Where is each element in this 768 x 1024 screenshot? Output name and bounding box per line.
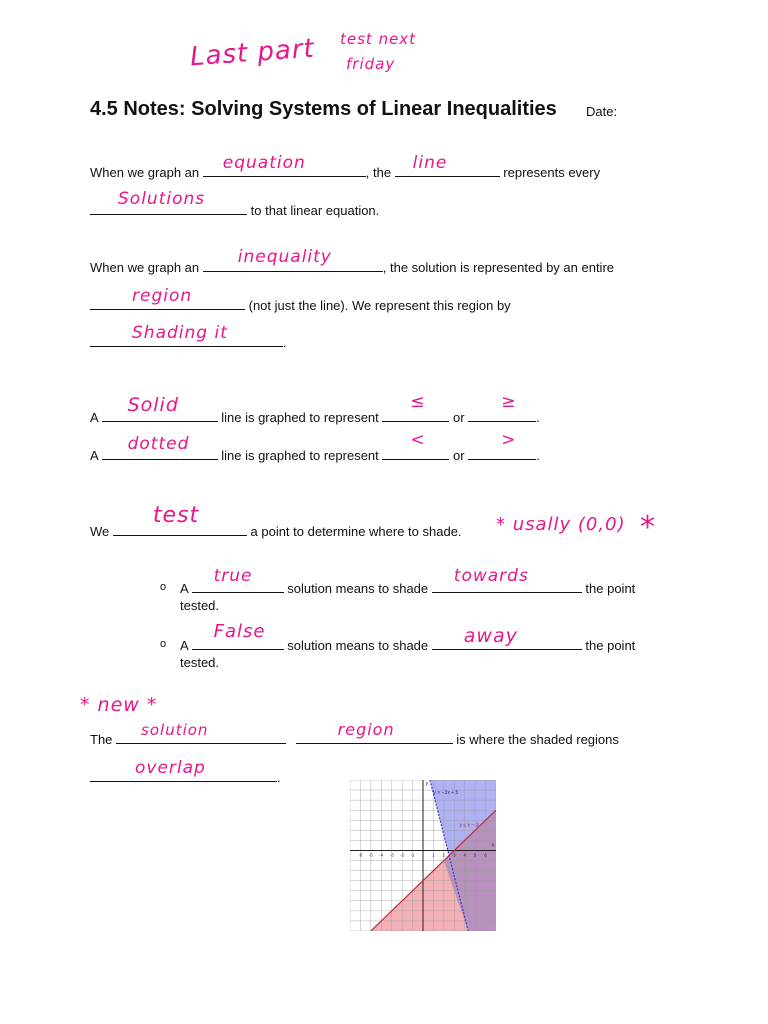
- text: or: [453, 410, 465, 425]
- answer-equation: equation: [222, 153, 306, 173]
- answer-solution: solution: [141, 721, 209, 739]
- blank-solid: [102, 394, 218, 422]
- answer-solid: Solid: [127, 394, 179, 416]
- text: a point to determine where to shade.: [250, 524, 462, 539]
- text: solution means to shade: [287, 581, 429, 596]
- blank-le: [382, 392, 449, 422]
- blue-inequality-label: y > −3x + 5: [433, 790, 459, 797]
- blank-false: [192, 621, 284, 650]
- text: is where the shaded regions: [456, 732, 619, 747]
- bullet-true-line2: tested.: [180, 598, 220, 613]
- x-tick-label: 6: [484, 852, 487, 858]
- text: A: [90, 448, 98, 463]
- date-label: Date:: [586, 104, 618, 119]
- x-tick-label: 4: [463, 852, 466, 858]
- text: .: [536, 448, 540, 463]
- text: When we graph an: [90, 260, 200, 275]
- blank-shading: [90, 323, 283, 347]
- text: A: [180, 581, 188, 596]
- blank-dotted: [102, 434, 218, 460]
- text: to that linear equation.: [250, 203, 380, 218]
- text: , the solution is represented by an entire: [382, 260, 615, 275]
- s5-line1: [90, 720, 619, 748]
- inequality-graph: [350, 780, 496, 931]
- x-axis-label: x: [491, 842, 495, 849]
- text: (not just the line). We represent this region by: [248, 298, 511, 313]
- x-tick-label: 1: [432, 852, 435, 858]
- bullet-true-line1: [180, 566, 636, 597]
- text: , the: [365, 165, 392, 180]
- blank-gt: [468, 430, 536, 460]
- page-title: 4.5 Notes: Solving Systems of Linear Inequalities: [90, 98, 557, 120]
- red-inequality-label: y ≤ x − 3: [459, 822, 479, 829]
- bullet-false-line1: [180, 621, 636, 654]
- answer-true: true: [213, 566, 253, 586]
- text: .: [536, 410, 540, 425]
- text: line is graphed to represent: [221, 448, 379, 463]
- x-tick-label: -3: [389, 852, 394, 858]
- text: solution means to shade: [287, 638, 429, 653]
- note-friday: friday: [346, 55, 396, 73]
- note-usually-origin: * usally (0,0): [496, 514, 626, 535]
- y-axis-label: y: [425, 781, 429, 788]
- x-tick-label: 5: [473, 852, 477, 858]
- x-tick-label: 2: [442, 852, 446, 858]
- blank-region: [90, 286, 245, 310]
- s3-dotted-line: [90, 430, 540, 464]
- text: .: [283, 335, 287, 350]
- s4-line: [90, 503, 462, 540]
- blank-equation: [203, 153, 366, 177]
- text: The: [90, 732, 113, 747]
- note-test-next: test next: [340, 30, 417, 48]
- blank-away: [432, 625, 582, 650]
- blank-ge: [468, 392, 536, 422]
- answer-false: False: [213, 621, 266, 642]
- text: When we graph an: [90, 165, 200, 180]
- s1-line2: [90, 189, 380, 219]
- s2-line3: [90, 323, 287, 351]
- note-new: * new *: [80, 694, 158, 716]
- blank-towards: [432, 566, 582, 593]
- x-tick-label: -4: [379, 852, 384, 858]
- note-last-part: Last part: [189, 33, 316, 73]
- blank-line: [395, 153, 500, 177]
- text: the point: [585, 581, 636, 596]
- text: A: [90, 410, 98, 425]
- note-star: *: [640, 510, 656, 545]
- blank-region-2: [296, 720, 453, 744]
- s2-line2: [90, 286, 511, 314]
- blank-lt: [382, 430, 449, 460]
- x-tick-label: -2: [400, 852, 405, 858]
- answer-solutions: Solutions: [118, 189, 206, 209]
- answer-dotted: dotted: [127, 434, 190, 454]
- answer-region-2: region: [337, 720, 395, 739]
- x-tick-label: -1: [410, 852, 415, 858]
- text: .: [277, 770, 281, 785]
- blank-test: [113, 503, 247, 536]
- answer-away: away: [463, 625, 518, 647]
- answer-region: region: [132, 286, 193, 306]
- x-tick-label: -5: [368, 852, 373, 858]
- s2-line1: [90, 247, 615, 276]
- x-tick-label: -6: [358, 852, 363, 858]
- text: or: [453, 448, 465, 463]
- answer-test: test: [152, 503, 200, 528]
- s3-solid-line: [90, 392, 540, 426]
- blank-solution: [116, 721, 286, 744]
- blank-inequality: [203, 247, 383, 272]
- answer-towards: towards: [453, 566, 529, 586]
- bullet-marker: o: [160, 581, 167, 593]
- text: represents every: [503, 165, 601, 180]
- text: We: [90, 524, 110, 539]
- bullet-false-line2: tested.: [180, 655, 220, 670]
- answer-le: ≤: [410, 392, 426, 412]
- text: A: [180, 638, 188, 653]
- blank-solutions: [90, 189, 247, 215]
- answer-line: line: [412, 153, 448, 173]
- answer-ge: ≥: [501, 392, 517, 412]
- s5-line2: [90, 758, 281, 786]
- answer-inequality: inequality: [237, 247, 332, 267]
- answer-lt: <: [410, 430, 426, 450]
- answer-shading: Shading it: [132, 323, 228, 343]
- bullet-marker: o: [160, 638, 167, 650]
- s1-line1: [90, 153, 601, 181]
- blank-overlap: [90, 758, 277, 782]
- answer-overlap: overlap: [135, 758, 206, 778]
- blank-true: [192, 566, 284, 593]
- text: line is graphed to represent: [221, 410, 379, 425]
- answer-gt: >: [501, 430, 517, 450]
- text: the point: [585, 638, 636, 653]
- x-tick-label: 3: [453, 852, 456, 858]
